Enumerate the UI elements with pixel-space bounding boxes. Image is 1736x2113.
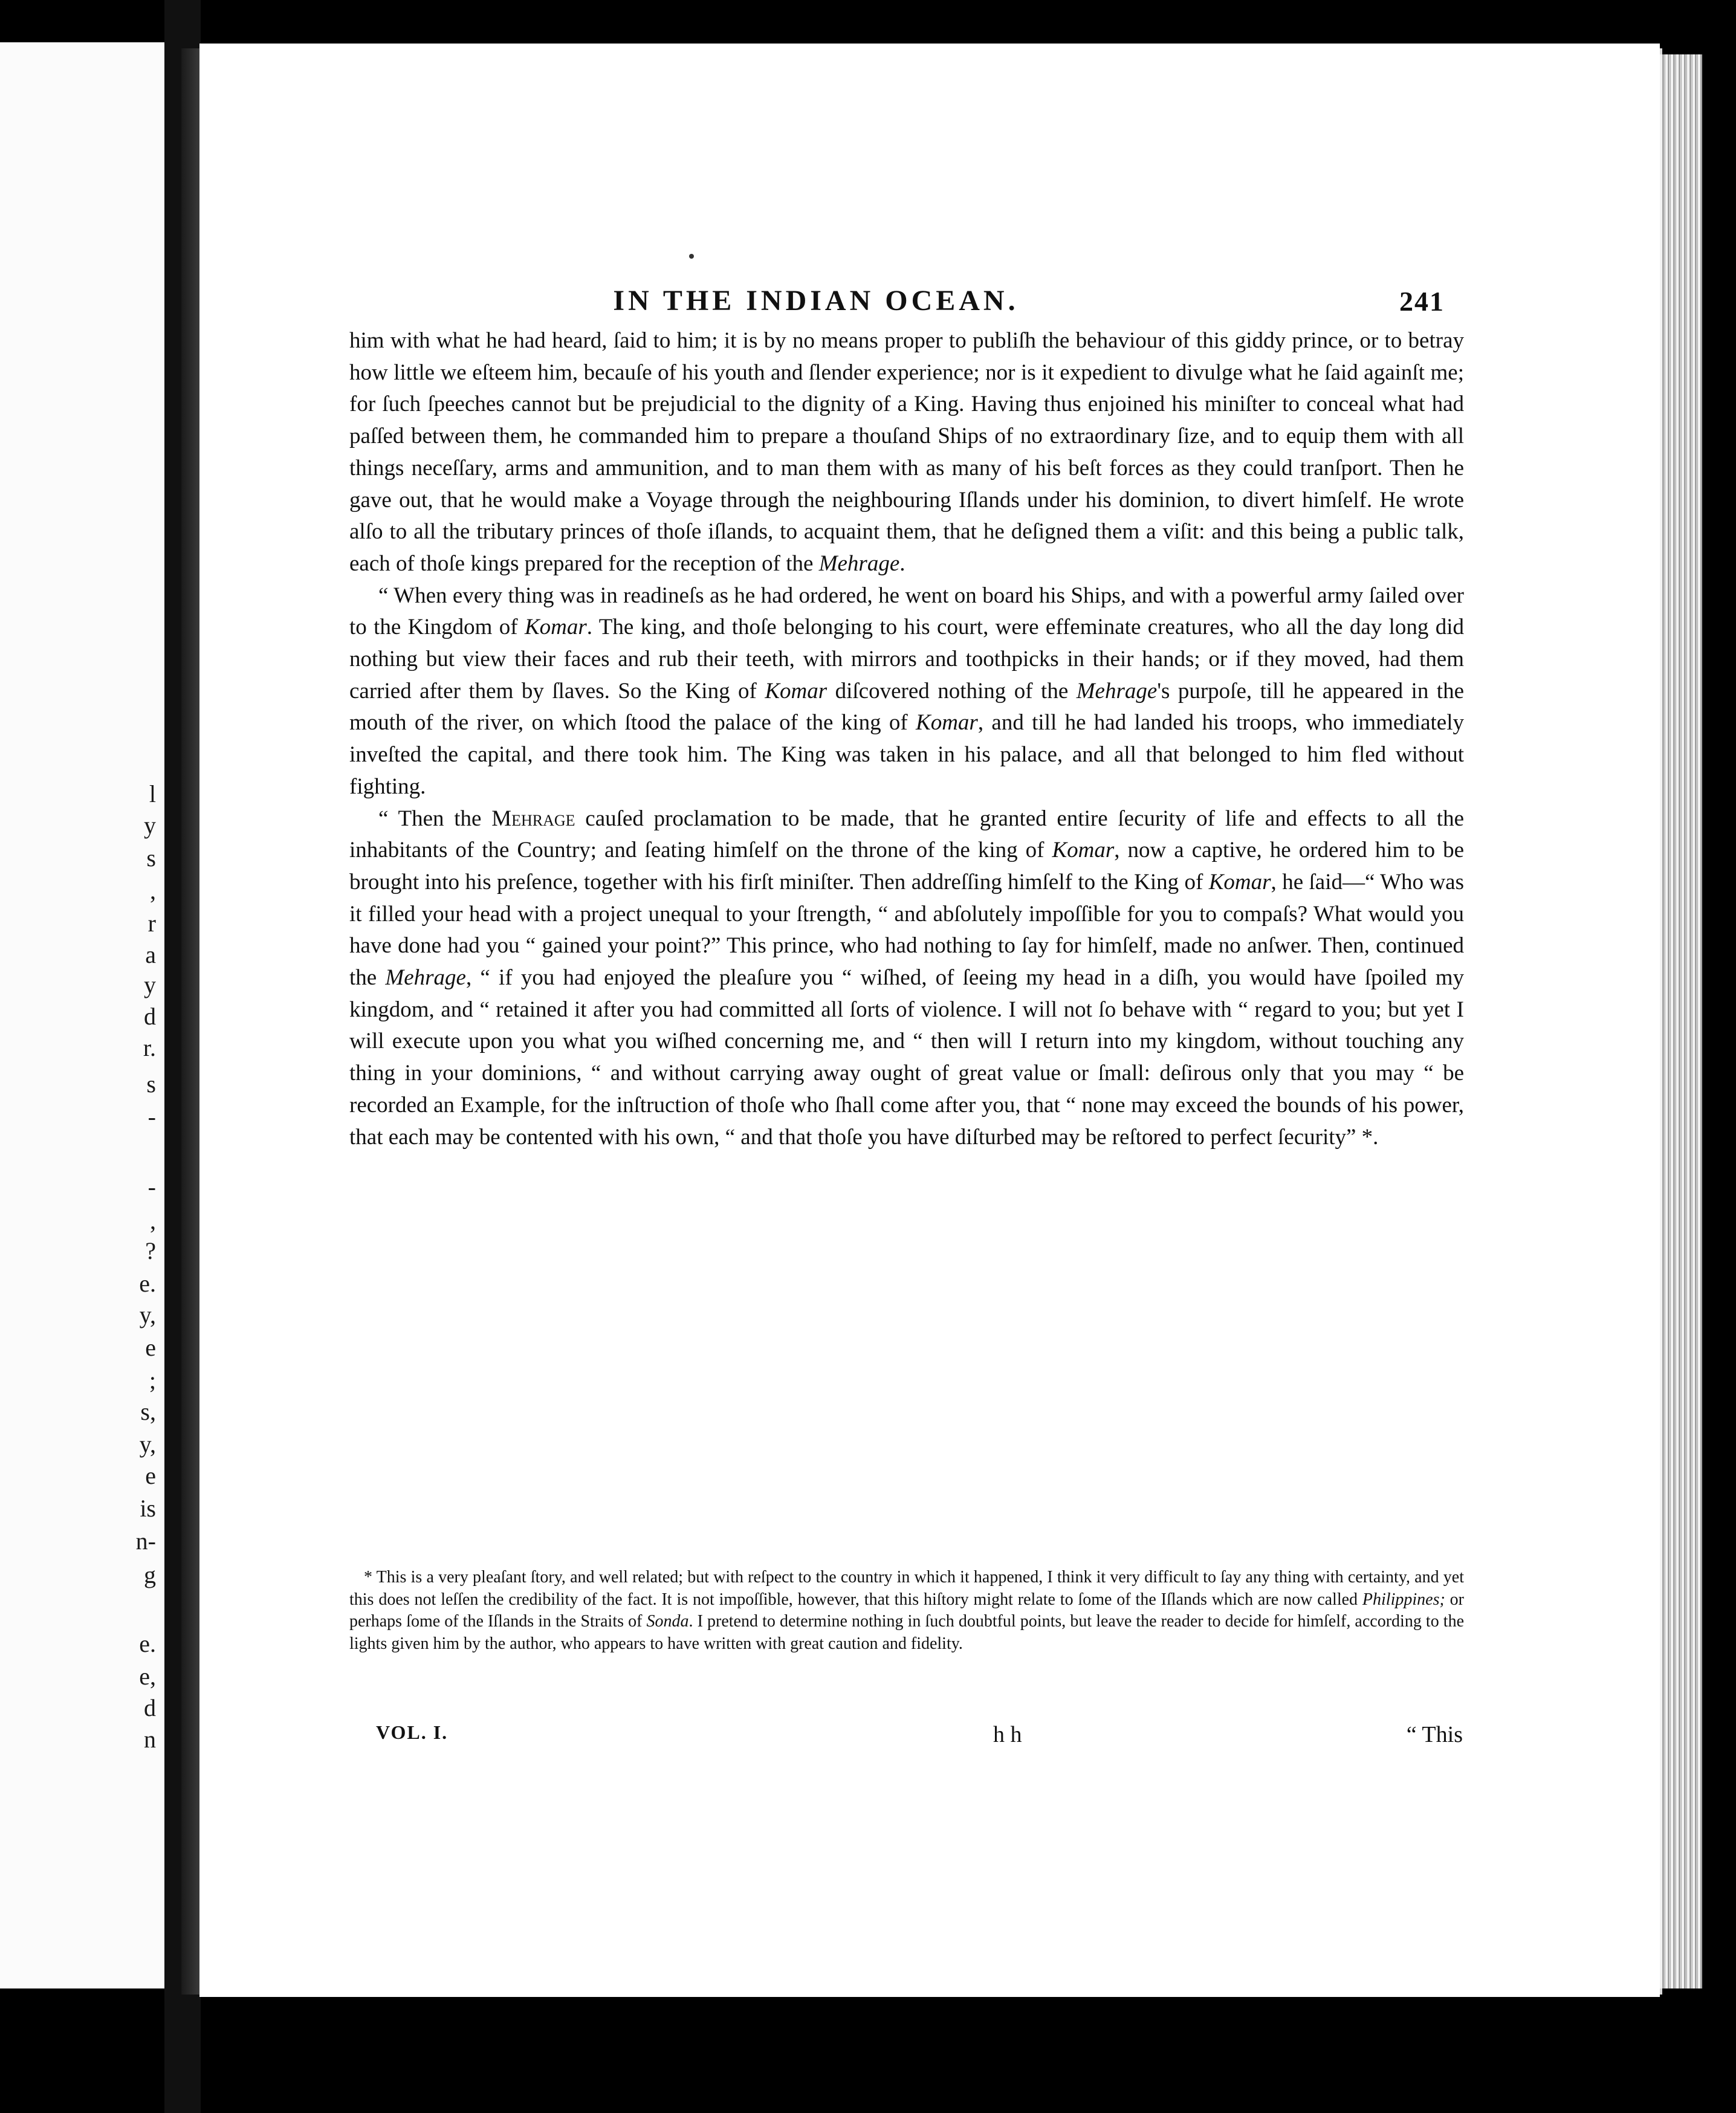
italic-name: Mehrage — [1076, 678, 1158, 704]
left-page-edge-letter: e. — [139, 1630, 156, 1657]
left-page-edge-letter: g — [144, 1561, 156, 1588]
left-page-edge-letter: e. — [139, 1270, 156, 1297]
left-page-edge-letter: y — [144, 812, 156, 839]
text-run: . I pretend to determine nothing in ſuch doubtful points, but leave the reader to decide for himſelf, according to the lights given him by the author, who appears to have written with great caution and fidelity. — [349, 1612, 1464, 1653]
page-edges — [1660, 54, 1702, 1988]
italic-name: Mehrage — [818, 551, 900, 576]
left-page-edge-letter: r. — [143, 1034, 156, 1061]
left-page-edge-letter: , — [150, 877, 156, 904]
italic-name: Sonda — [646, 1612, 689, 1631]
left-page-fragment — [0, 42, 164, 1988]
left-page-edge-letter: - — [147, 1103, 156, 1130]
text-run: . — [899, 551, 905, 576]
paragraph — [349, 580, 1464, 803]
left-page-edge-letter: a — [145, 941, 156, 968]
text-run: cauſed proclamation to be made, that he granted entire ſecurity of life and effects to all the inhabitants of the Country; and ſeating himſelf on the throne of the king of — [349, 806, 1465, 863]
text-run: or perhaps ſome of the Iſlands in the Straits of — [349, 1590, 1465, 1631]
text-run: , now a captive, he ordered him to be brought into his preſence, together with his firſt miniſter. Then addreſſing himſelf to the King of — [349, 838, 1465, 895]
left-page-edge-letter: n — [144, 1726, 156, 1753]
volume-mark: VOL. I. — [376, 1721, 449, 1743]
italic-name: Komar — [765, 678, 828, 704]
right-page — [199, 44, 1660, 1997]
left-page-edge-letter: d — [144, 1694, 156, 1721]
text-run: . The king, and thoſe belonging to his court, were effeminate creatures, who all the day long did nothing but view their faces and rub their teeth, with mirrors and toothpicks in their hands; or if they moved, had them carried after them by ſlaves. So the King of — [349, 615, 1464, 704]
body-text — [349, 325, 1464, 1153]
paragraph — [349, 803, 1464, 1154]
left-page-edge-letter: e — [145, 1462, 156, 1489]
text-run: , and till he had landed his troops, who immediately inveſted the capital, and there took him. The King was taken in his palace, and all that belonged to him fled without fighting. — [349, 710, 1464, 799]
left-page-edge-letter: e, — [139, 1663, 156, 1690]
left-page-edge-letter: n- — [135, 1527, 156, 1555]
page-footer — [349, 1721, 1464, 1754]
footnote-paragraph — [349, 1567, 1464, 1655]
text-run: , “ if you had enjoyed the pleaſure you “ wiſhed, of ſeeing my head in a diſh, you would have ſpoiled my kingdom, and “ retained it after you had committed all ſorts of violence. I will not ſo behave with “ regard to you; but yet I will execute upon you what you wiſhed concerning me, and “ then will I return into my kingdom, without touching any thing in your dominions, “ and without carrying away ought of great value or ſmall: deſirous only that you may “ be recorded an Example, for the inſtruction of thoſe who ſhall come after you, that “ none may exceed the bounds of his power, that each may be contented with his own, “ and that thoſe you have diſturbed may be reſtored to perfect ſecurity” *. — [349, 965, 1465, 1150]
text-run: “ When every thing was in readineſs as he had ordered, he went on board his Ships, and with a powerful army ſailed over to the Kingdom of — [349, 583, 1464, 640]
left-page-edge-letter: - — [147, 1173, 156, 1200]
left-page-edge-letter: s — [146, 1070, 156, 1098]
signature-mark: h h — [993, 1722, 1022, 1747]
italic-name: Komar — [916, 710, 978, 736]
italic-name: Philippines; — [1362, 1590, 1445, 1609]
footnote — [349, 1567, 1464, 1655]
left-page-edge-letter: ; — [149, 1367, 156, 1394]
text-run: * This is a very pleaſant ſtory, and well related; but with reſpect to the country in which it happened, I think it very difficult to ſay any thing with certainty, and yet this does not leſſen the credibility of the fact. It is not impoſſible, however, that this hiſtory might relate to ſome of the Iſlands which are now called — [349, 1568, 1464, 1609]
left-page-edge-letter: is — [140, 1495, 156, 1522]
left-page-edge-letter: s — [146, 844, 156, 872]
left-page-edge-letter: r — [147, 910, 156, 937]
paragraph — [349, 325, 1464, 580]
left-page-edge-letter: e — [145, 1334, 156, 1361]
left-page-edge-letter: y — [144, 971, 156, 998]
left-page-edge-letter: y, — [139, 1431, 156, 1458]
ink-dot — [689, 254, 694, 259]
left-page-edge-letter: y, — [139, 1301, 156, 1328]
text-run: diſcovered nothing of the — [827, 678, 1077, 704]
text-run: him with what he had heard, ſaid to him; it is by no means proper to publiſh the behaviour of this giddy prince, or to betray how little we eſteem him, becauſe of his youth and ſlender experience; nor is it expedient to divulge what he ſaid againſt me; for ſuch ſpeeches cannot but be prejudicial to the dignity of a King. Having thus enjoined his miniſter to conceal what had paſſed between them, he commanded him to prepare a thouſand Ships of no extraordinary ſize, and to equip them with all things neceſſary, arms and ammunition, and to man them with as many of his beſt forces as they could tranſport. Then he gave out, that he would make a Voyage through the neighbouring Iſlands under his dominion, to divert himſelf. He wrote alſo to all the tributary princes of thoſe iſlands, to acquaint them, that he deſigned them a viſit: and this being a public talk, each of thoſe kings prepared for the reception of the — [349, 328, 1464, 576]
running-head: IN THE INDIAN OCEAN. — [613, 285, 1019, 317]
italic-name: Komar — [524, 615, 587, 640]
left-page-edge-letter: s, — [140, 1398, 156, 1425]
page-number: 241 — [1399, 286, 1445, 317]
text-run: , he ſaid—“ Who was it filled your head with a project unequal to your ſtrength, “ and abſolutely impoſſible for you to compaſs? What would you have done had you “ gained your point?” This prince, who had nothing to ſay for himſelf, made no anſwer. Then, continued the — [349, 869, 1464, 991]
catchword: “ This — [1406, 1722, 1463, 1747]
left-page-edge-letter: d — [144, 1003, 156, 1030]
left-page-edge-letter: , — [150, 1207, 156, 1234]
small-caps-name: Mehrage — [491, 806, 575, 831]
left-page-edge-letter: l — [149, 780, 156, 807]
italic-name: Mehrage — [385, 965, 466, 991]
left-page-edge-letter: ? — [145, 1237, 156, 1264]
italic-name: Komar — [1208, 869, 1271, 895]
text-run: 's purpoſe, till he appeared in the mouth of the river, on which ſtood the palace of the king of — [349, 678, 1465, 736]
text-run: “ Then the — [378, 806, 492, 831]
italic-name: Komar — [1052, 838, 1115, 863]
